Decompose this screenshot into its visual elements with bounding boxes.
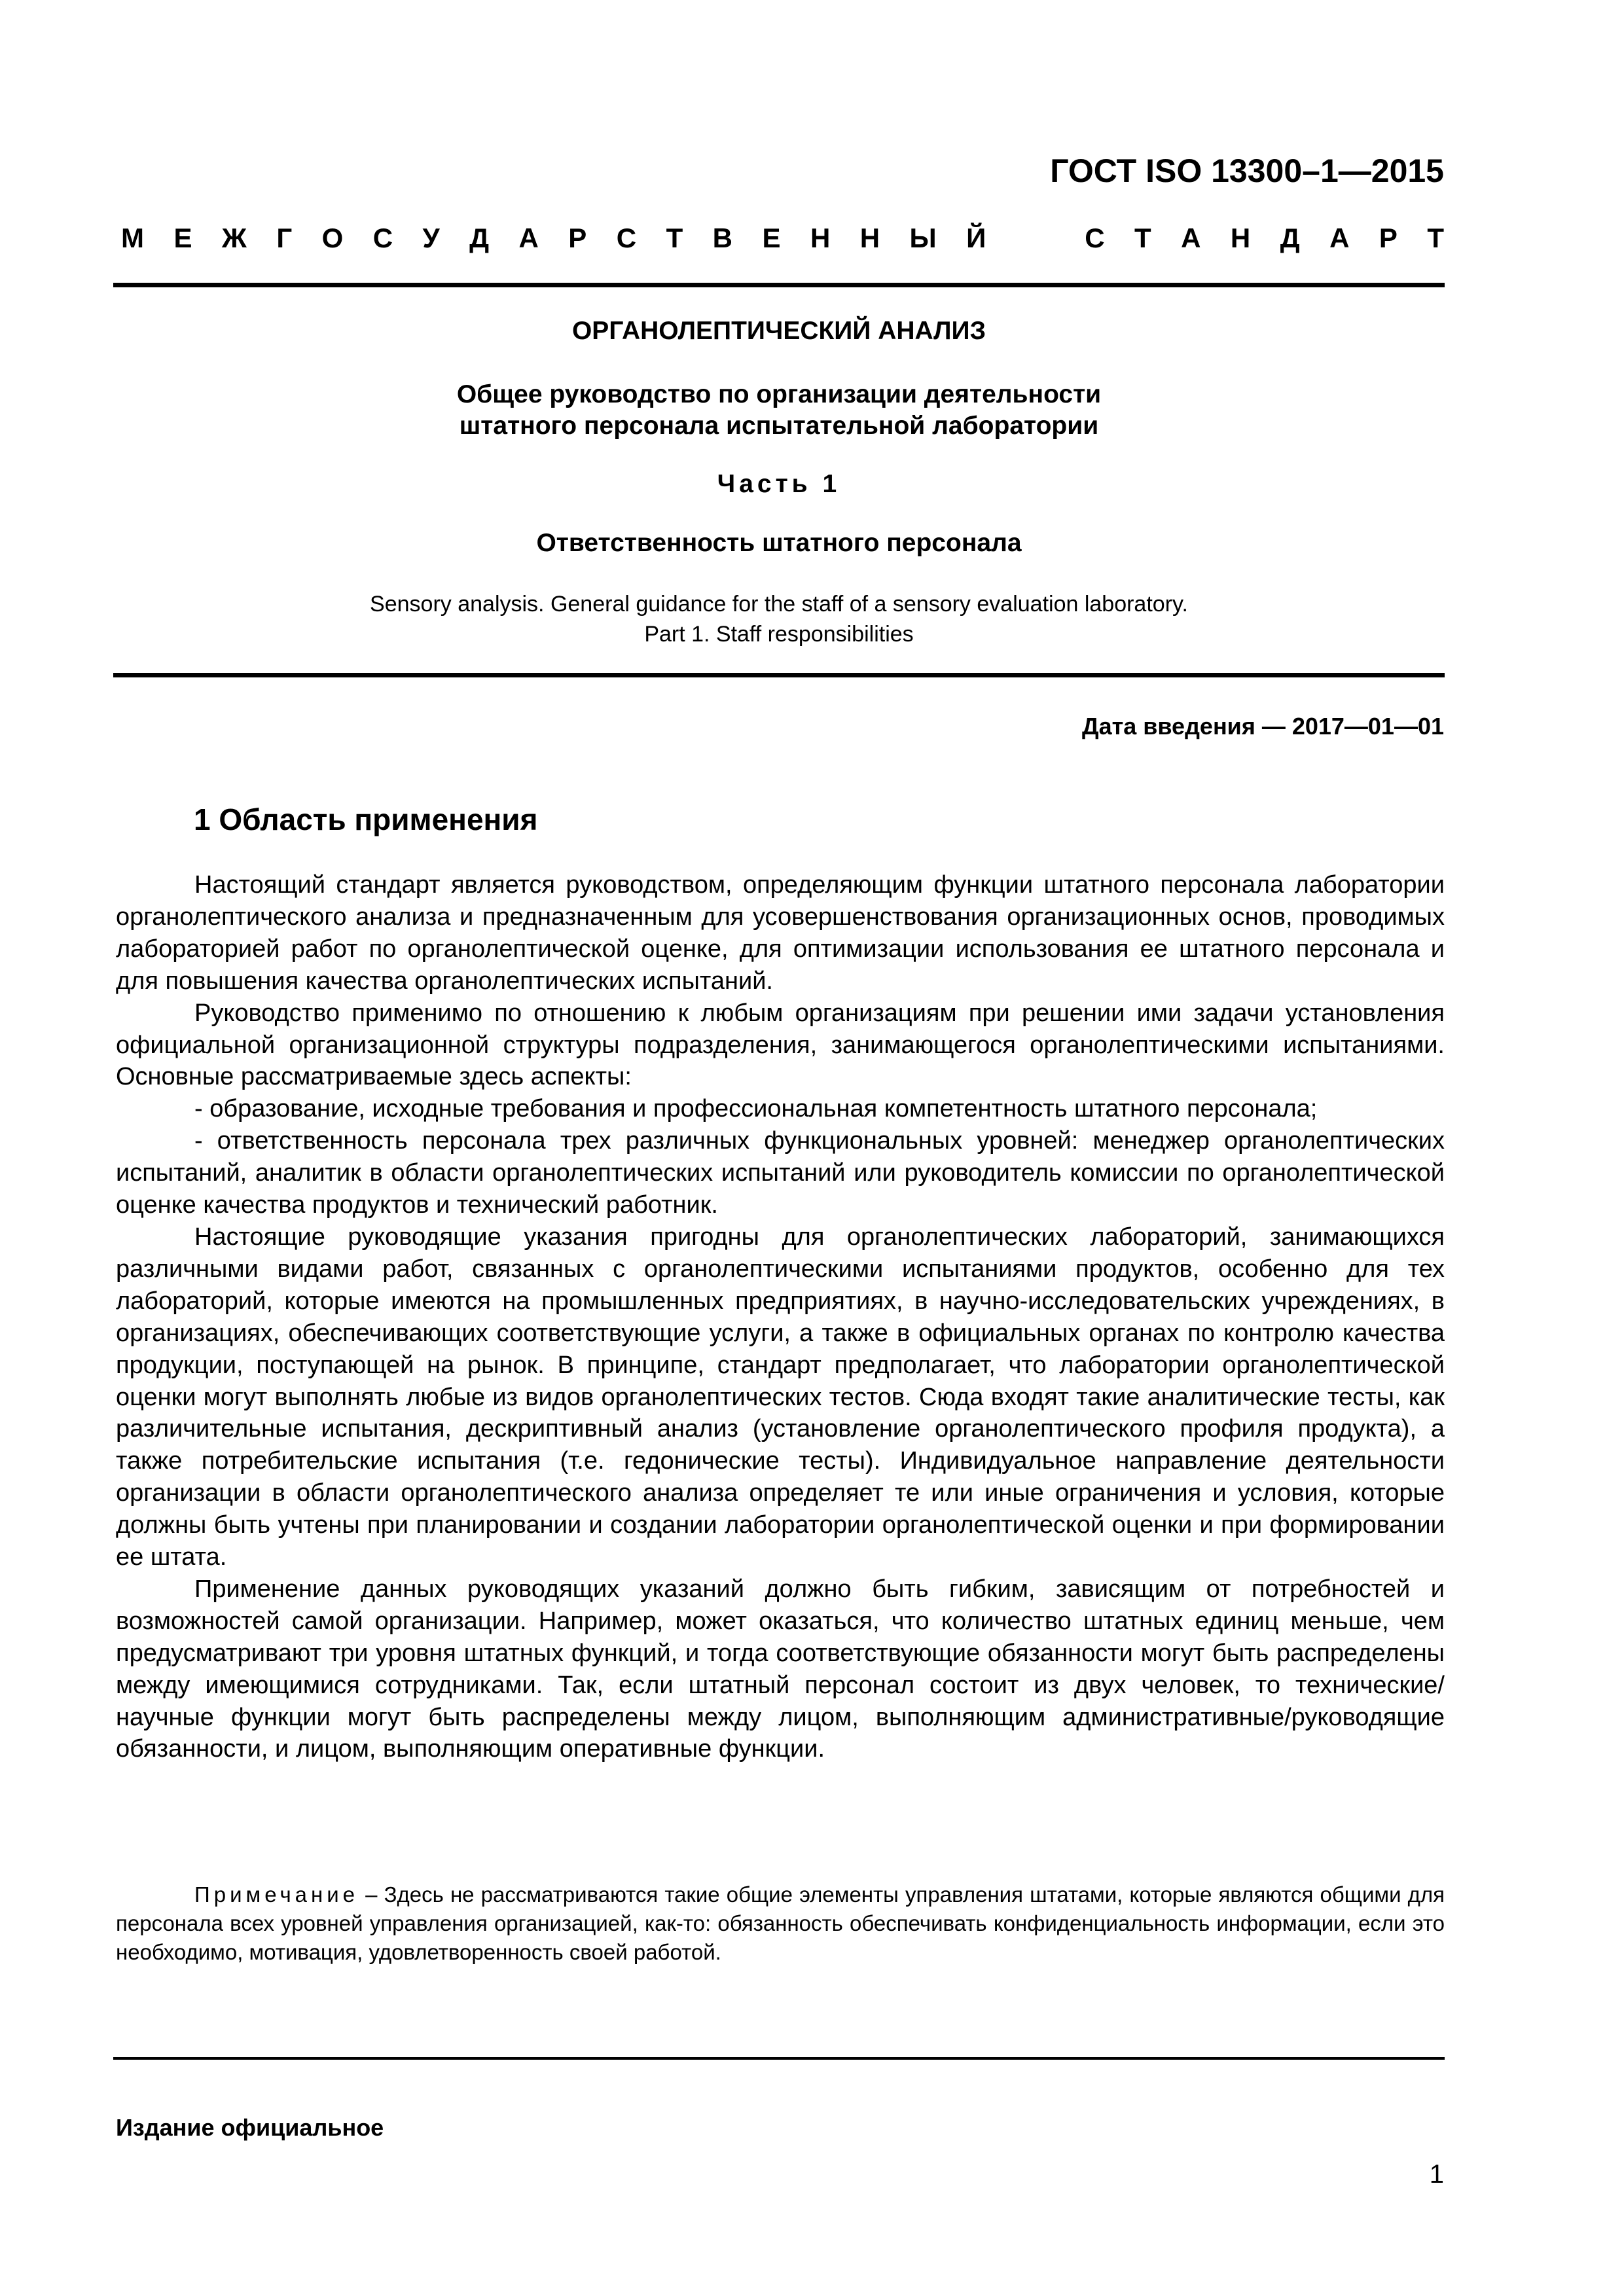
introduction-date: Дата введения — 2017—01—01 xyxy=(1081,713,1444,740)
letter: Й xyxy=(966,223,986,253)
letter: Т xyxy=(666,223,683,253)
paragraph: Применение данных руководящих указаний должно быть гибким, зависящим от потребностей и возможностей самой организации. Например, может оказаться, что количество штатных единиц меньше, чем предусматривают три уровня штатных функций, и тогда соответствующие обязанности могут быть распределены между имеющимися сотрудниками. Так, если штатный персонал состоит из двух человек, то технические/научные функции могут быть распределены между лицом, выполняющим административные/руководящие обязанности, и лицом, выполняющим оперативные функции. xyxy=(116,1575,1445,1763)
subtitle-line: Общее руководство по организации деятельности xyxy=(456,380,1102,408)
letter: Т xyxy=(1134,223,1151,253)
section-heading: 1 Область применения xyxy=(194,802,538,836)
letter: Д xyxy=(469,223,490,253)
page-number: 1 xyxy=(1429,2160,1444,2189)
paragraph: Руководство применимо по отношению к любым организациям при решении ими задачи установления официальной организационной структуры подразделения, занимающегося органолептическими испытаниями. Основные рассматриваемые здесь аспекты: xyxy=(116,999,1445,1091)
letter: С xyxy=(1085,223,1105,253)
edition-label: Издание официальное xyxy=(116,2114,384,2141)
document-code: ГОСТ ISO 13300–1—2015 xyxy=(1050,152,1444,189)
english-title xyxy=(113,589,1445,649)
letter: А xyxy=(1329,223,1350,253)
subtitle xyxy=(113,379,1445,442)
part-number: Часть 1 xyxy=(717,470,841,498)
list-item: - ответственность персонала трех различных функциональных уровней: менеджер органолептических испытаний, аналитик в области органолептических испытаний или руководитель комиссии по органолептической оценке качества продуктов и технический работник. xyxy=(116,1127,1445,1219)
letter: А xyxy=(518,223,539,253)
letter: М xyxy=(121,223,144,253)
header-divider xyxy=(113,283,1445,287)
letter: Ы xyxy=(909,223,937,253)
letter: С xyxy=(616,223,637,253)
note xyxy=(116,1880,1445,1967)
word-gap xyxy=(1016,223,1055,254)
letter: Е xyxy=(173,223,192,253)
letter: Р xyxy=(1379,223,1398,253)
note-text: – Здесь не рассматриваются такие общие элементы управления штатами, которые являются общими для персонала всех уровней управления организацией, как-то: обязанность обеспечивать конфиденциальность информации, если это необходимо, мотивация, удовлетворенность своей работой. xyxy=(116,1882,1445,1964)
paragraph: Настоящие руководящие указания пригодны для органолептических лабораторий, занимающихся различными видами работ, связанных с органолептическими испытаниями продуктов, особенно для тех лабораторий, которые имеются на промышленных предприятиях, в научно-исследовательских учреждениях, в организациях, обеспечивающих соответствующие услуги, а также в официальных органах по контролю качества продукции, поступающей на рынок. В принципе, стандарт предполагает, что лаборатории органолептической оценки могут выполнять любые из видов органолептических тестов. Сюда входят такие аналитические тесты, как различительные испытания, дескриптивный анализ (установление органолептического профиля продукта), а также потребительские испытания (т.е. гедонические тесты). Индивидуальное направление деятельности организации в области органолептического анализа определяет те или иные ограничения и условия, которые должны быть учтены при планировании и создании лаборатории органолептической оценки и при формировании ее штата. xyxy=(116,1223,1445,1571)
footer-divider xyxy=(113,2057,1445,2060)
main-title: ОРГАНОЛЕПТИЧЕСКИЙ АНАЛИЗ xyxy=(571,317,986,345)
letter: Т xyxy=(1427,223,1444,253)
title-divider xyxy=(113,673,1445,677)
letter: С xyxy=(372,223,393,253)
letter: У xyxy=(422,223,440,253)
note-label: Примечание xyxy=(194,1882,359,1907)
standard-type-heading xyxy=(121,223,1444,254)
letter: А xyxy=(1181,223,1201,253)
letter: Н xyxy=(810,223,831,253)
part-title: Ответственность штатного персонала xyxy=(536,529,1022,557)
section-body xyxy=(116,869,1445,1765)
list-item: - образование, исходные требования и профессиональная компетентность штатного персонала; xyxy=(194,1095,1318,1123)
letter: О xyxy=(321,223,344,253)
english-title-line: Part 1. Staff responsibilities xyxy=(644,622,914,647)
english-title-line: Sensory analysis. General guidance for the staff of a sensory evaluation laboratory. xyxy=(370,592,1188,617)
letter: Ж xyxy=(221,223,247,253)
paragraph: Настоящий стандарт является руководством, определяющим функции штатного персонала лаборатории органолептического анализа и предназначенным для усовершенствования организационных основ, проводимых лабораторией работ по органолептической оценке, для оптимизации использования ее штатного персонала и для повышения качества органолептических испытаний. xyxy=(116,871,1445,995)
letter: Д xyxy=(1280,223,1300,253)
subtitle-line: штатного персонала испытательной лаборатории xyxy=(459,412,1099,440)
letter: Н xyxy=(859,223,880,253)
letter: В xyxy=(712,223,733,253)
letter: Р xyxy=(568,223,587,253)
letter: Н xyxy=(1230,223,1251,253)
letter: Е xyxy=(762,223,781,253)
letter: Г xyxy=(276,223,293,253)
